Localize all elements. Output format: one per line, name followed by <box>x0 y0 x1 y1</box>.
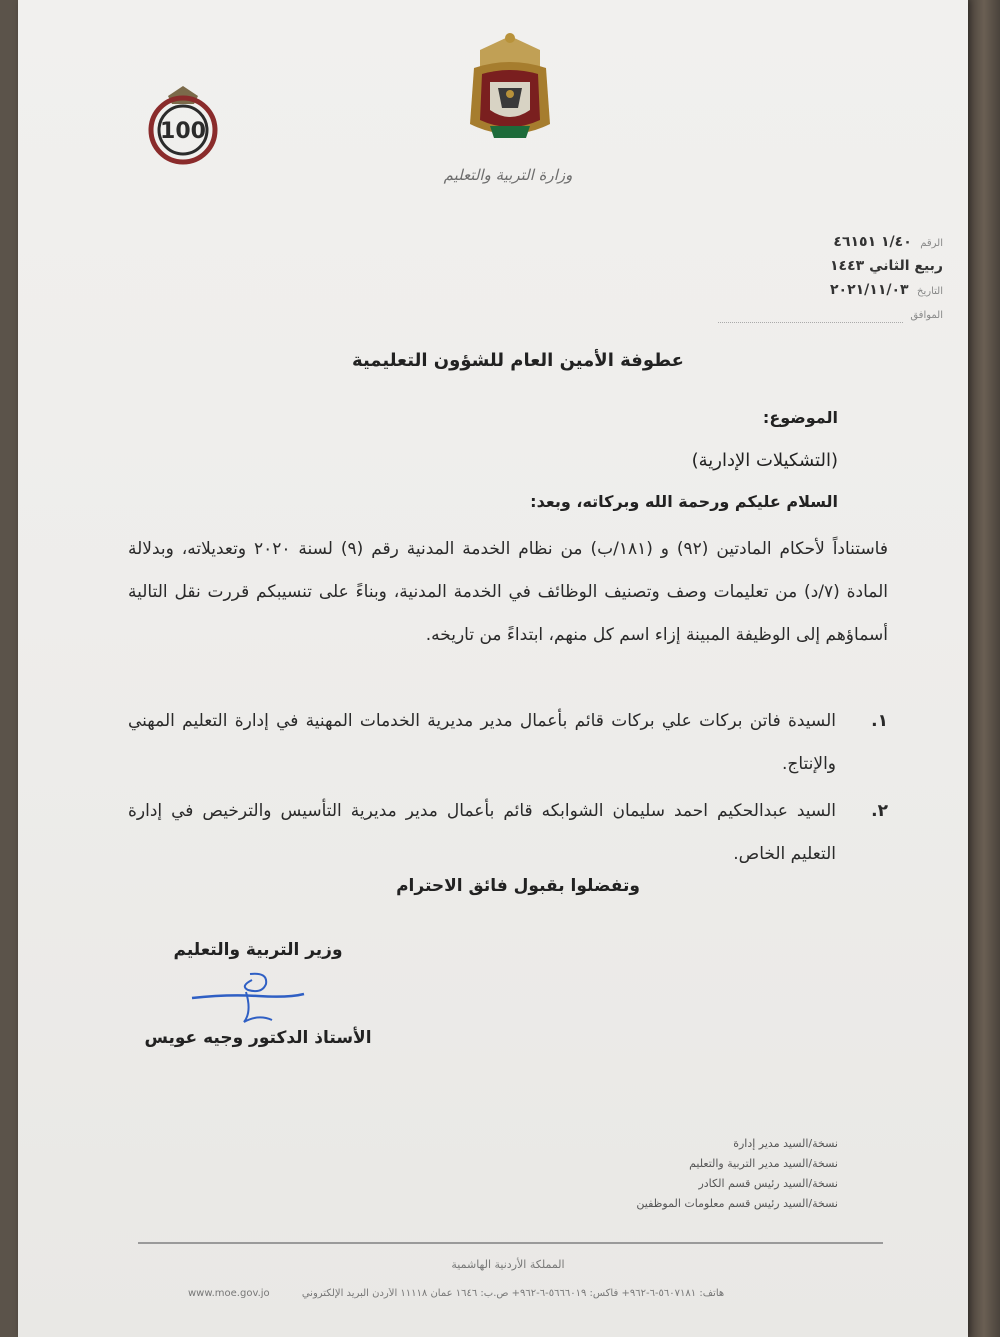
signer-name: الأستاذ الدكتور وجيه عويس <box>144 1028 372 1048</box>
greeting: السلام عليكم ورحمة الله وبركاته، وبعد: <box>530 492 838 511</box>
list-item-number: ١. <box>871 711 888 731</box>
list-item-text: السيد عبدالحكيم احمد سليمان الشوابكه قائم بأعمال مدير مديرية التأسيس والترخيص في إدارة التعليم الخاص. <box>128 801 836 864</box>
ref-number-label: الرقم <box>920 238 943 249</box>
corresponding-line <box>718 322 903 323</box>
footer-kingdom-name: المملكة الأردنية الهاشمية <box>451 1258 565 1271</box>
addressee: عطوفة الأمين العام للشؤون التعليمية <box>352 350 684 371</box>
date-label: التاريخ <box>917 286 943 297</box>
centenary-number: 100 <box>160 119 206 144</box>
list-item-number: ٢. <box>871 801 888 821</box>
footer-contact: هاتف: ٥٦٠٧١٨١-٦-٩٦٢+ فاكس: ٥٦٦٦٠١٩-٦-٩٦٢+ ص.ب: ١٦٤٦ عمان ١١١١٨ الأردن البريد الإلكتروني <box>301 1288 725 1299</box>
ministry-name: وزارة التربية والتعليم <box>443 166 573 184</box>
closing: وتفضلوا بقبول فائق الاحترام <box>396 876 640 896</box>
cc-item: نسخة/السيد مدير إدارة <box>733 1137 838 1150</box>
cc-item: نسخة/السيد رئيس قسم معلومات الموظفين <box>636 1197 838 1210</box>
ref-number: ١/٤٠ ٤٦١٥١ <box>833 234 912 250</box>
cc-item: نسخة/السيد رئيس قسم الكادر <box>698 1177 838 1190</box>
letter-body: فاستناداً لأحكام المادتين (٩٢) و (١٨١/ب) من نظام الخدمة المدنية رقم (٩) لسنة ٢٠٢٠ وتعديلاته، وبدلالة المادة (٧/د) من تعليمات وصف وتصنيف الوظائف في الخدمة المدنية، وبناءً على تنسيبكم قررت نقل التالية أسماؤهم إلى الوظيفة المبينة إزاء اسم كل منهم، ابتداءً من تاريخه. <box>128 539 888 645</box>
centenary-logo-icon <box>138 78 228 168</box>
transfer-list <box>128 700 888 880</box>
corresponding-label: الموافق <box>910 310 943 321</box>
reference-block <box>718 230 943 326</box>
cc-item: نسخة/السيد مدير التربية والتعليم <box>689 1157 838 1170</box>
signature-icon <box>188 968 308 1028</box>
cc-list <box>578 1134 838 1214</box>
list-item-text: السيدة فاتن بركات علي بركات قائم بأعمال مدير مديرية الخدمات المهنية في إدارة التعليم المهني والإنتاج. <box>128 711 836 774</box>
footer-website: www.moe.gov.jo <box>188 1288 270 1299</box>
list-item <box>128 700 888 786</box>
subject: (التشكيلات الإدارية) <box>691 450 838 471</box>
minister-title: وزير التربية والتعليم <box>173 940 343 960</box>
jordan-coat-of-arms-icon <box>460 28 560 146</box>
subject-label: الموضوع: <box>762 408 838 427</box>
footer-divider <box>138 1242 883 1244</box>
letter-page <box>18 0 968 1337</box>
hijri-date: ربيع الثاني ١٤٤٣ <box>830 258 943 274</box>
letter-date: ٢٠٢١/١١/٠٣ <box>829 282 909 298</box>
list-item <box>128 790 888 876</box>
